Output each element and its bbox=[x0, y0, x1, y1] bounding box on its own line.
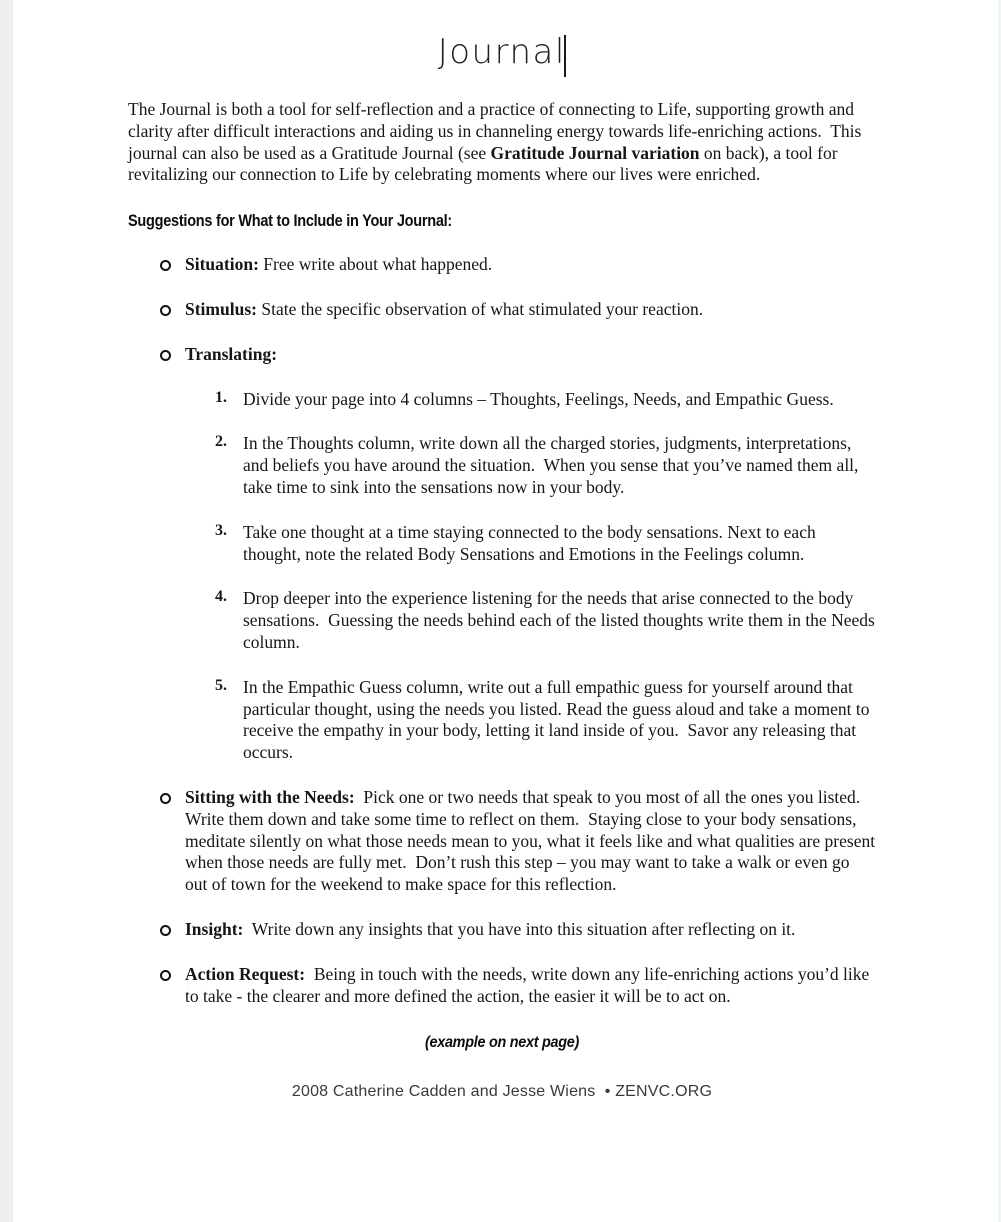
page-title: Journal bbox=[128, 30, 876, 72]
list-item bbox=[215, 389, 876, 411]
circle-bullet-icon bbox=[160, 260, 171, 271]
list-item bbox=[215, 677, 876, 764]
intro-bold-text: Gratitude Journal variation bbox=[490, 142, 700, 163]
section-heading: Suggestions for What to Include in Your Journal: bbox=[128, 212, 452, 231]
step-number: 2. bbox=[215, 433, 227, 451]
list-item bbox=[128, 299, 876, 321]
bullet-label: Stimulus: bbox=[185, 298, 257, 319]
bullet-text bbox=[185, 299, 876, 321]
journal-bullets-top bbox=[128, 254, 876, 365]
bullet-label: Sitting with the Needs: bbox=[185, 786, 355, 807]
example-note: (example on next page) bbox=[424, 1034, 580, 1052]
bullet-text bbox=[185, 964, 876, 1008]
bullet-label: Situation: bbox=[185, 254, 259, 275]
step-number: 1. bbox=[215, 388, 227, 406]
intro-paragraph bbox=[128, 99, 876, 186]
list-item bbox=[215, 588, 880, 653]
translating-steps bbox=[128, 388, 880, 764]
circle-bullet-icon bbox=[160, 925, 171, 936]
bullet-body: Free write about what happened. bbox=[258, 254, 493, 275]
step-text: In the Thoughts column, write down all the charged stories, judgments, interpretations, and beliefs you have around the situation. When you sense that you’ve named them all, take time to sink into the sensations now in your body. bbox=[243, 433, 863, 497]
bullet-body: Being in touch with the needs, write down any life-enriching actions you’d like to take - the clearer and more defined the action, the easier it will be to act on. bbox=[185, 963, 874, 1006]
bullet-text bbox=[185, 919, 876, 941]
page-edge-left bbox=[0, 0, 13, 1222]
list-item bbox=[128, 964, 876, 1008]
intro-text-before: The Journal is both a tool for self-reflection and a practice of connecting to Life, supporting growth and clarity after difficult interactions and aiding us in channeling energy towards life-enriching actions. This journal can also be used as a Gratitude Journal (see bbox=[128, 99, 866, 163]
list-item bbox=[128, 919, 876, 941]
circle-bullet-icon bbox=[160, 350, 171, 361]
bullet-text bbox=[185, 254, 876, 276]
bullet-text bbox=[185, 786, 880, 896]
step-number: 3. bbox=[215, 521, 227, 539]
list-item bbox=[128, 344, 876, 366]
list-item bbox=[215, 522, 876, 566]
bullet-body: Write down any insights that you have into this situation after reflecting on it. bbox=[243, 918, 796, 939]
bullet-label: Action Request: bbox=[185, 963, 306, 984]
footer-credit: 2008 Catherine Cadden and Jesse Wiens • ZENVC.ORG bbox=[291, 1083, 713, 1101]
circle-bullet-icon bbox=[160, 970, 171, 981]
journal-bullets-bottom bbox=[128, 786, 880, 1007]
intro-text-after: on back), a tool for revitalizing our connection to Life by celebrating moments where our lives were enriched. bbox=[128, 142, 842, 185]
circle-bullet-icon bbox=[160, 305, 171, 316]
list-item bbox=[128, 254, 876, 276]
list-item bbox=[215, 433, 876, 498]
step-text: Divide your page into 4 columns – Thoughts, Feelings, Needs, and Empathic Guess. bbox=[243, 388, 834, 409]
step-text: In the Empathic Guess column, write out a full empathic guess for yourself around that particular thought, using the needs you listed. Read the guess aloud and take a moment to receive the empathy in your body, letting it land inside of you. Savor any releasing that occurs. bbox=[243, 676, 874, 763]
step-text: Take one thought at a time staying connected to the body sensations. Next to each thought, note the related Body Sensations and Emotions in the Feelings column. bbox=[243, 521, 821, 564]
bullet-text bbox=[185, 344, 876, 366]
list-item bbox=[128, 786, 880, 896]
bullet-body: Pick one or two needs that speak to you most of all the ones you listed. Write them down and take some time to reflect on them. Staying close to your body sensations, meditate silently on what those needs mean to you, what it feels like and what qualities are present when those needs are fully met. Don’t rush this step – you may want to take a walk or even go out of town for the weekend to make space for this reflection. bbox=[185, 786, 880, 895]
bullet-label: Insight: bbox=[185, 918, 244, 939]
bullet-body: State the specific observation of what stimulated your reaction. bbox=[256, 298, 704, 319]
bullet-label: Translating: bbox=[185, 343, 278, 364]
step-number: 4. bbox=[215, 588, 227, 606]
step-number: 5. bbox=[215, 676, 227, 694]
circle-bullet-icon bbox=[160, 793, 171, 804]
page-content bbox=[128, 0, 880, 1101]
step-text: Drop deeper into the experience listening for the needs that arise connected to the body sensations. Guessing the needs behind each of the listed thoughts write them in the Needs column. bbox=[243, 588, 880, 652]
